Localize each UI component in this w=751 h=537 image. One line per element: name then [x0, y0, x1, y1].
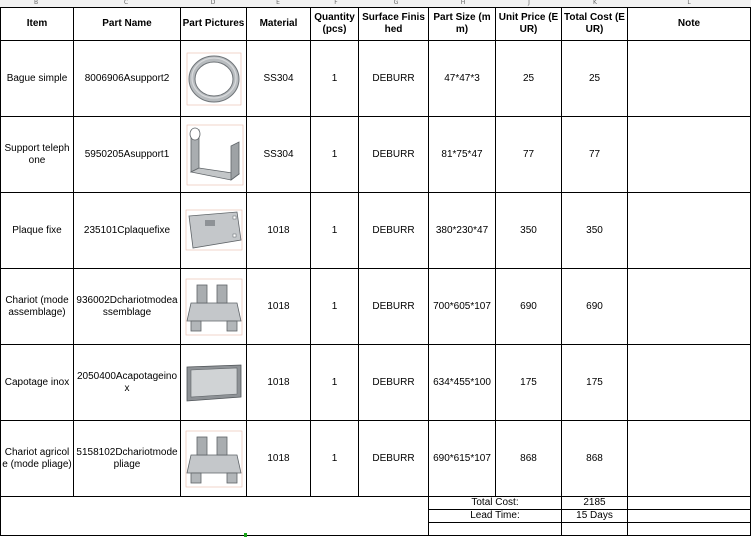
total-cost-value[interactable]: 2185: [562, 497, 628, 510]
cell-unit-price[interactable]: 868: [496, 421, 562, 497]
cell-material[interactable]: 1018: [247, 269, 311, 345]
total-cost-row: [1, 497, 751, 510]
cell-surface[interactable]: DEBURR: [359, 345, 429, 421]
header-unit-price[interactable]: Unit Price (EUR): [496, 8, 562, 41]
column-letter[interactable]: J: [528, 0, 530, 6]
cell-part-name[interactable]: 5158102Dchariotmodepliage: [74, 421, 181, 497]
cell-size[interactable]: 380*230*47: [429, 193, 496, 269]
column-letter[interactable]: H: [460, 0, 466, 6]
cell-size[interactable]: 690*615*107: [429, 421, 496, 497]
table-row: [1, 193, 751, 269]
cell-surface[interactable]: DEBURR: [359, 269, 429, 345]
header-material[interactable]: Material: [247, 8, 311, 41]
cell-item[interactable]: Chariot agricole (mode pliage): [1, 421, 74, 497]
cell-total-cost[interactable]: 690: [562, 269, 628, 345]
cell-size[interactable]: 700*605*107: [429, 269, 496, 345]
cell-picture[interactable]: [181, 269, 247, 345]
cell-unit-price[interactable]: 175: [496, 345, 562, 421]
cell-quantity[interactable]: 1: [311, 421, 359, 497]
cell-picture[interactable]: [181, 345, 247, 421]
cell-unit-price[interactable]: 690: [496, 269, 562, 345]
cell-quantity[interactable]: 1: [311, 117, 359, 193]
cell-total-cost[interactable]: 175: [562, 345, 628, 421]
footer-blank-cell[interactable]: [628, 523, 751, 536]
cell-quantity[interactable]: 1: [311, 41, 359, 117]
cell-quantity[interactable]: 1: [311, 345, 359, 421]
cell-surface[interactable]: DEBURR: [359, 117, 429, 193]
cell-part-name[interactable]: 5950205Asupport1: [74, 117, 181, 193]
cell-picture[interactable]: [181, 421, 247, 497]
cell-total-cost[interactable]: 350: [562, 193, 628, 269]
ring-part-icon: [184, 47, 244, 111]
cell-picture[interactable]: [181, 193, 247, 269]
cell-item[interactable]: Support telephone: [1, 117, 74, 193]
table-row: [1, 269, 751, 345]
cell-part-name[interactable]: 235101Cplaquefixe: [74, 193, 181, 269]
cell-note[interactable]: [628, 41, 751, 117]
table-row: [1, 41, 751, 117]
cell-size[interactable]: 634*455*100: [429, 345, 496, 421]
cover-part-icon: [183, 361, 245, 405]
column-letter[interactable]: B: [33, 0, 39, 6]
header-item[interactable]: Item: [1, 8, 74, 41]
chariot-part-icon: [183, 275, 245, 339]
cell-note[interactable]: [628, 117, 751, 193]
cell-surface[interactable]: DEBURR: [359, 421, 429, 497]
header-note[interactable]: Note: [628, 8, 751, 41]
cell-part-name[interactable]: 8006906Asupport2: [74, 41, 181, 117]
cell-note[interactable]: [628, 345, 751, 421]
cell-quantity[interactable]: 1: [311, 269, 359, 345]
cell-note[interactable]: [628, 193, 751, 269]
header-part-name[interactable]: Part Name: [74, 8, 181, 41]
footer-note-cell[interactable]: [628, 497, 751, 510]
cell-surface[interactable]: DEBURR: [359, 41, 429, 117]
cell-item[interactable]: Chariot (mode assemblage): [1, 269, 74, 345]
footer-blank-cell[interactable]: [429, 523, 562, 536]
cell-total-cost[interactable]: 25: [562, 41, 628, 117]
cell-size[interactable]: 81*75*47: [429, 117, 496, 193]
cell-material[interactable]: SS304: [247, 41, 311, 117]
footer-blank-area[interactable]: [1, 497, 429, 536]
cell-total-cost[interactable]: 868: [562, 421, 628, 497]
cell-picture[interactable]: [181, 117, 247, 193]
column-letter[interactable]: E: [276, 0, 280, 6]
column-letter[interactable]: D: [210, 0, 216, 6]
header-surface[interactable]: Surface Finished: [359, 8, 429, 41]
cell-surface[interactable]: DEBURR: [359, 193, 429, 269]
cell-item[interactable]: Plaque fixe: [1, 193, 74, 269]
cell-part-name[interactable]: 936002Dchariotmodeassemblage: [74, 269, 181, 345]
cell-material[interactable]: 1018: [247, 345, 311, 421]
cell-material[interactable]: SS304: [247, 117, 311, 193]
total-cost-label[interactable]: Total Cost:: [429, 497, 562, 510]
lead-time-label[interactable]: Lead Time:: [429, 510, 562, 523]
footer-note-cell[interactable]: [628, 510, 751, 523]
column-letter[interactable]: F: [334, 0, 338, 6]
cell-note[interactable]: [628, 269, 751, 345]
table-row: [1, 117, 751, 193]
cell-material[interactable]: 1018: [247, 421, 311, 497]
cell-total-cost[interactable]: 77: [562, 117, 628, 193]
header-quantity[interactable]: Quantity (pcs): [311, 8, 359, 41]
cell-unit-price[interactable]: 350: [496, 193, 562, 269]
table-row: [1, 345, 751, 421]
cell-quantity[interactable]: 1: [311, 193, 359, 269]
chariot-part-icon: [183, 427, 245, 491]
cell-unit-price[interactable]: 77: [496, 117, 562, 193]
cell-size[interactable]: 47*47*3: [429, 41, 496, 117]
cell-picture[interactable]: [181, 41, 247, 117]
column-letter[interactable]: K: [593, 0, 597, 6]
column-letter[interactable]: C: [123, 0, 129, 6]
header-part-pictures[interactable]: Part Pictures: [181, 8, 247, 41]
cell-material[interactable]: 1018: [247, 193, 311, 269]
column-letter[interactable]: G: [393, 0, 399, 6]
cell-unit-price[interactable]: 25: [496, 41, 562, 117]
header-total-cost[interactable]: Total Cost (EUR): [562, 8, 628, 41]
column-letter[interactable]: L: [687, 0, 691, 6]
table-row: [1, 421, 751, 497]
plate-part-icon: [183, 206, 245, 256]
header-size[interactable]: Part Size (mm): [429, 8, 496, 41]
cell-item[interactable]: Bague simple: [1, 41, 74, 117]
lead-time-value[interactable]: 15 Days: [562, 510, 628, 523]
bracket-part-icon: [183, 122, 245, 188]
cell-cursor-marker: [244, 533, 247, 537]
quotation-table: [0, 7, 751, 536]
header-row: [1, 8, 751, 41]
cell-note[interactable]: [628, 421, 751, 497]
cell-part-name[interactable]: 2050400Acapotageinox: [74, 345, 181, 421]
cell-item[interactable]: Capotage inox: [1, 345, 74, 421]
footer-blank-cell[interactable]: [562, 523, 628, 536]
